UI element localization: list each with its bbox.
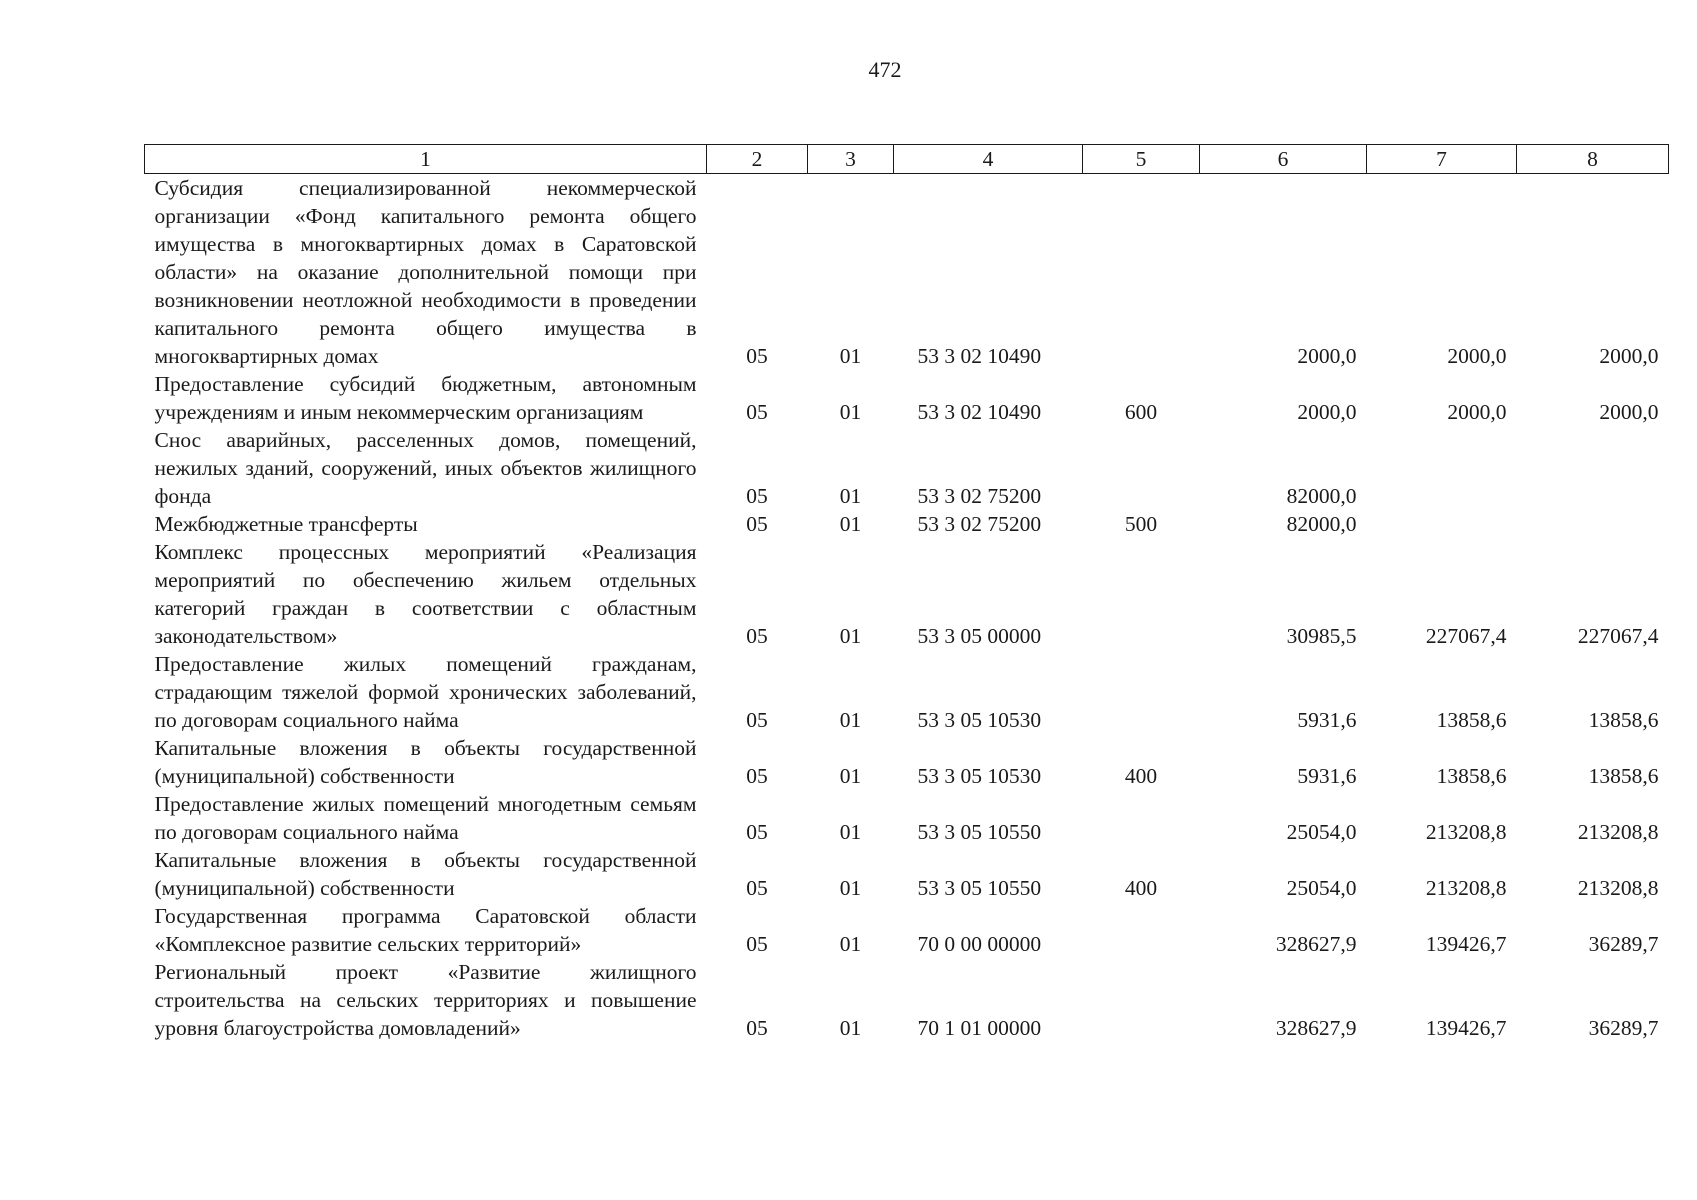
row-amount-col6: 5931,6 [1297,764,1357,788]
row-target-article: 53 3 05 10550 [917,820,1042,844]
row-amount-col8: 2000,0 [1599,400,1659,424]
row-amount-col8: 213208,8 [1577,876,1659,900]
column-header-7: 7 [1367,145,1517,174]
row-target-article: 53 3 05 10550 [917,876,1042,900]
row-amount-col6: 328627,9 [1275,932,1357,956]
row-target-article: 70 0 00 00000 [917,932,1042,956]
row-amount-col8: 227067,4 [1577,624,1659,648]
row-subsection: 01 [839,1016,862,1040]
row-amount-col8: 2000,0 [1599,344,1659,368]
row-amount-col7: 213208,8 [1425,876,1507,900]
row-amount-col8: 36289,7 [1588,932,1659,956]
row-name: Предоставление жилых помещений гражданам, страдающим тяжелой формой хронических заболеваний, по договорам социального найма [154,652,697,732]
row-name: Государственная программа Саратовской области «Комплексное развитие сельских территорий» [154,904,697,956]
row-amount-col7 [1367,426,1517,510]
row-expense-type: 400 [1124,876,1158,900]
table-row [145,538,1669,650]
row-amount-col7: 213208,8 [1425,820,1507,844]
row-amount-col6: 5931,6 [1297,708,1357,732]
row-amount-col7: 13858,6 [1436,764,1507,788]
row-target-article: 53 3 02 75200 [917,484,1042,508]
row-target-article: 53 3 05 00000 [917,624,1042,648]
row-name: Межбюджетные трансферты [154,512,418,536]
row-target-article: 53 3 02 10490 [917,344,1042,368]
row-section: 05 [746,1016,768,1040]
row-amount-col6: 2000,0 [1297,400,1357,424]
row-name: Капитальные вложения в объекты государственной (муниципальной) собственности [154,736,697,788]
column-header-3: 3 [808,145,894,174]
row-subsection: 01 [839,484,862,508]
row-section: 05 [746,344,768,368]
row-expense-type: 600 [1124,400,1158,424]
table-row [145,958,1669,1042]
table-row [145,902,1669,958]
row-amount-col8 [1517,426,1669,510]
row-amount-col8: 13858,6 [1588,764,1659,788]
row-expense-type: 500 [1124,512,1158,536]
row-subsection: 01 [839,764,862,788]
table-body [145,174,1669,1043]
row-section: 05 [746,400,768,424]
column-header-2: 2 [707,145,808,174]
row-amount-col6: 82000,0 [1286,512,1357,536]
column-header-1: 1 [145,145,707,174]
budget-table [144,144,1669,1042]
row-expense-type [1083,174,1200,371]
row-name: Капитальные вложения в объекты государственной (муниципальной) собственности [154,848,697,900]
row-target-article: 53 3 05 10530 [917,764,1042,788]
row-amount-col6: 328627,9 [1275,1016,1357,1040]
column-header-5: 5 [1083,145,1200,174]
header-row [145,145,1669,174]
column-header-4: 4 [894,145,1083,174]
row-expense-type [1083,790,1200,846]
row-subsection: 01 [839,708,862,732]
row-amount-col7: 227067,4 [1425,624,1507,648]
row-section: 05 [746,484,768,508]
row-amount-col6: 25054,0 [1286,876,1357,900]
row-subsection: 01 [839,932,862,956]
table-header [145,145,1669,174]
row-amount-col8: 13858,6 [1588,708,1659,732]
row-expense-type [1083,958,1200,1042]
row-subsection: 01 [839,344,862,368]
row-amount-col6: 82000,0 [1286,484,1357,508]
row-expense-type: 400 [1124,764,1158,788]
row-amount-col8: 36289,7 [1588,1016,1659,1040]
table-row [145,734,1669,790]
row-target-article: 53 3 02 75200 [917,512,1042,536]
row-section: 05 [746,512,768,536]
row-subsection: 01 [839,512,862,536]
row-name: Комплекс процессных мероприятий «Реализация мероприятий по обеспечению жильем отдельных категорий граждан в соответствии с областным законодательством» [154,540,697,648]
row-name: Региональный проект «Развитие жилищного строительства на сельских территориях и повышение уровня благоустройства домовладений» [154,960,697,1040]
table-row [145,370,1669,426]
row-amount-col6: 25054,0 [1286,820,1357,844]
row-expense-type [1083,538,1200,650]
row-section: 05 [746,708,768,732]
row-amount-col6: 2000,0 [1297,344,1357,368]
column-header-6: 6 [1200,145,1367,174]
row-target-article: 53 3 05 10530 [917,708,1042,732]
row-section: 05 [746,932,768,956]
row-subsection: 01 [839,876,862,900]
row-target-article: 70 1 01 00000 [917,1016,1042,1040]
row-amount-col7: 139426,7 [1425,932,1507,956]
row-subsection: 01 [839,624,862,648]
row-subsection: 01 [839,400,862,424]
row-amount-col7 [1367,510,1517,538]
row-name: Субсидия специализированной некоммерческой организации «Фонд капитального ремонта общего имущества в многоквартирных домах в Саратовской области» на оказание дополнительной помощи при возникновении неотложной необходимости в проведении капитального ремонта общего имущества в многоквартирных домах [154,176,697,368]
row-section: 05 [746,876,768,900]
row-target-article: 53 3 02 10490 [917,400,1042,424]
row-amount-col7: 13858,6 [1436,708,1507,732]
row-section: 05 [746,764,768,788]
row-amount-col7: 2000,0 [1447,400,1507,424]
page-number: 472 [868,57,902,82]
table-row [145,510,1669,538]
row-expense-type [1083,650,1200,734]
row-name: Снос аварийных, расселенных домов, помещений, нежилых зданий, сооружений, иных объектов жилищного фонда [154,428,697,508]
row-name: Предоставление жилых помещений многодетным семьям по договорам социального найма [154,792,697,844]
row-name: Предоставление субсидий бюджетным, автономным учреждениям и иным некоммерческим организациям [154,372,697,424]
row-expense-type [1083,426,1200,510]
row-amount-col8 [1517,510,1669,538]
row-amount-col7: 2000,0 [1447,344,1507,368]
row-section: 05 [746,820,768,844]
row-amount-col8: 213208,8 [1577,820,1659,844]
row-subsection: 01 [839,820,862,844]
table-row [145,790,1669,846]
column-header-8: 8 [1517,145,1669,174]
row-expense-type [1083,902,1200,958]
row-amount-col6: 30985,5 [1286,624,1357,648]
row-section: 05 [746,624,768,648]
row-amount-col7: 139426,7 [1425,1016,1507,1040]
table-row [145,650,1669,734]
table-row [145,426,1669,510]
table-row [145,846,1669,902]
table-row [145,174,1669,371]
